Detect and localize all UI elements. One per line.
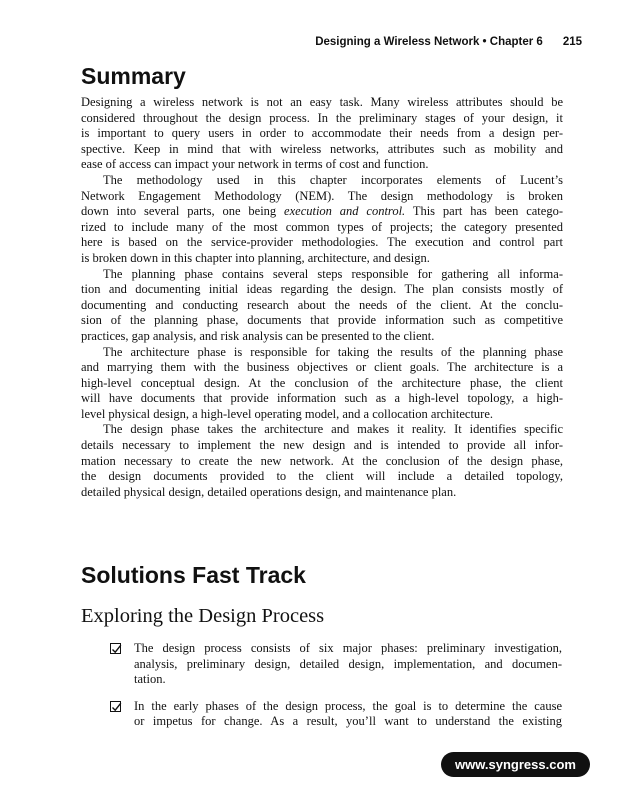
- summary-p4-line: will have documents that provide information such as a high-level topology, a high-: [81, 391, 563, 406]
- summary-p1-line: is important to query users in order to accommodate their needs from a design per-: [81, 126, 563, 141]
- summary-p1-line: spective. Keep in mind that with wireless networks, attributes such as mobility and: [81, 141, 563, 156]
- summary-heading: Summary: [81, 63, 186, 89]
- bullet-line: analysis, preliminary design, detailed design, implementation, and documen-: [134, 656, 562, 671]
- summary-p3-line: practices, gap analysis, and risk analysis can be presented to the client.: [81, 328, 435, 343]
- summary-p3-line: tion and documenting initial ideas regarding the design. The plan consists mostly of: [81, 282, 563, 297]
- summary-p1-line: Designing a wireless network is not an easy task. Many wireless attributes should be: [81, 95, 563, 109]
- summary-p4-line: level physical design, a high-level operating model, and a collocation architecture.: [81, 406, 493, 421]
- summary-p1-line: ease of access can impact your network in terms of cost and function.: [81, 157, 429, 172]
- solutions-fast-track-heading: Solutions Fast Track: [81, 562, 306, 588]
- publisher-url-badge: www.syngress.com: [441, 752, 590, 777]
- summary-p2-line: here is based on the service-provider methodologies. The execution and control part: [81, 235, 563, 250]
- summary-p5-line: the design documents provided to the client will include a detailed topology,: [81, 469, 563, 484]
- summary-p3-line: documenting and conducting research about the needs of the client. At the conclu-: [81, 297, 563, 312]
- summary-p2-line: is broken down in this chapter into planning, architecture, and design.: [81, 250, 430, 265]
- summary-p2-line: [81, 204, 563, 220]
- bullet-line: The design process consists of six major phases: preliminary investigation,: [134, 641, 562, 655]
- checkbox-checked-icon: [110, 701, 121, 712]
- bullet-line: tation.: [134, 672, 166, 687]
- summary-p5-line: The design phase takes the architecture and makes it reality. It identifies specific: [103, 422, 563, 437]
- summary-p5-line: details necessary to implement the new design and is intended to provide all infor-: [81, 438, 563, 453]
- exploring-design-process-subheading: Exploring the Design Process: [81, 605, 325, 627]
- summary-p4-line: and marrying them with the business objectives or client goals. The architecture is a: [81, 360, 563, 375]
- checkbox-checked-icon: [110, 643, 121, 654]
- summary-p2-line-post: This part has been catego-: [405, 204, 563, 219]
- execution-and-control-emphasis: execution and control.: [284, 204, 406, 219]
- list-item: [110, 699, 562, 730]
- page-number: 215: [562, 36, 582, 48]
- summary-p2-line-pre: down into several parts, one being: [81, 204, 285, 219]
- summary-body: [81, 95, 563, 500]
- summary-p5-line: mation necessary to create the new network. At the conclusion of the design phase,: [81, 453, 563, 468]
- summary-p4-line: high-level conceptual design. At the conclusion of the architecture phase, the client: [81, 375, 563, 390]
- fast-track-bullets: [110, 641, 562, 741]
- list-item: [110, 641, 562, 688]
- running-header: [315, 36, 582, 48]
- bullet-line: or impetus for change. As a result, you’ll want to understand the existing: [134, 714, 562, 729]
- summary-p3-line: sion of the planning phase, documents that provide information such as competitive: [81, 313, 563, 328]
- summary-p1-line: considered throughout the design process. In the preliminary stages of your design, it: [81, 110, 563, 125]
- summary-p2-line: Network Engagement Methodology (NEM). The design methodology is broken: [81, 188, 563, 203]
- summary-p2-line: rized to include many of the most common types of projects; the category presented: [81, 219, 563, 234]
- summary-p4-line: The architecture phase is responsible for taking the results of the planning phase: [103, 344, 563, 359]
- summary-p3-line: The planning phase contains several steps responsible for gathering all informa-: [103, 266, 563, 281]
- summary-p5-line: detailed physical design, detailed operations design, and maintenance plan.: [81, 484, 457, 499]
- bullet-line: In the early phases of the design process, the goal is to determine the cause: [134, 698, 562, 713]
- running-title: Designing a Wireless Network • Chapter 6: [315, 36, 543, 48]
- summary-p2-line: The methodology used in this chapter incorporates elements of Lucent’s: [103, 172, 563, 187]
